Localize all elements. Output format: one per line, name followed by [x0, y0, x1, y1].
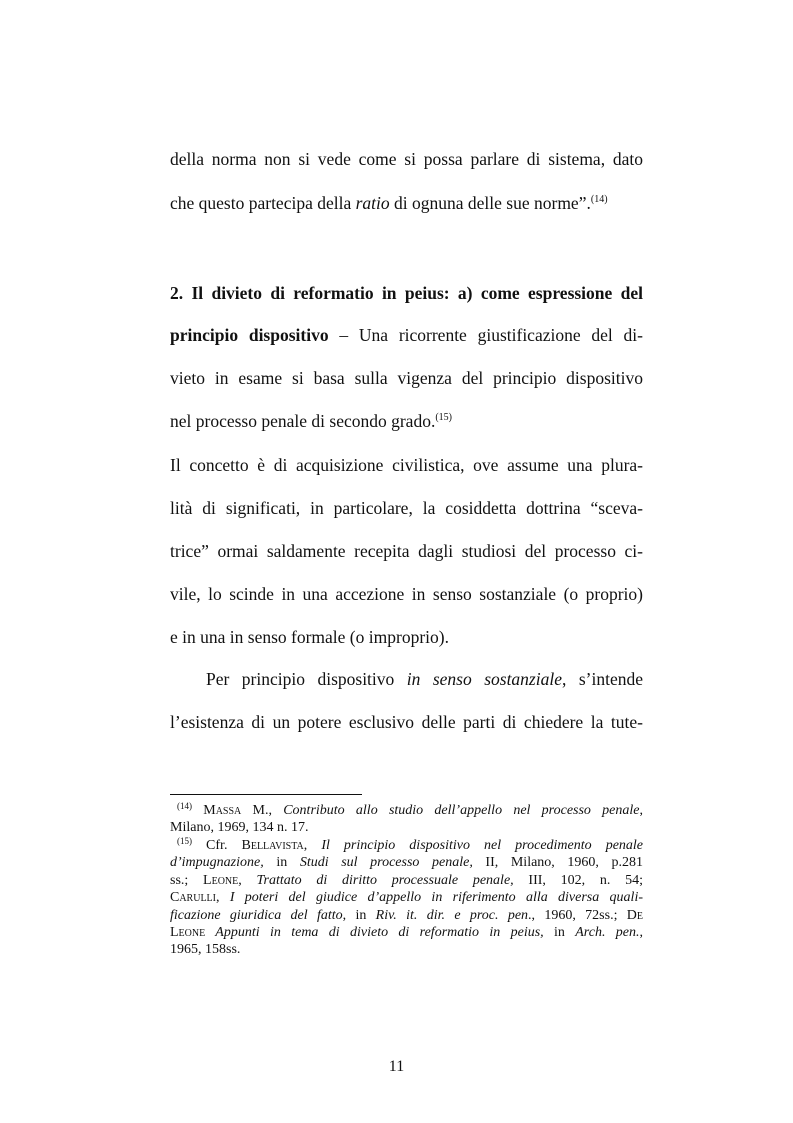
text: e in una in senso formale (o improprio).: [170, 627, 449, 647]
footnote-15-line-3: [170, 872, 643, 889]
author-name: Carulli: [170, 890, 216, 905]
text: M.,: [241, 803, 284, 818]
text: ,: [639, 803, 643, 818]
body-line-6: [170, 410, 643, 432]
italic-text: Appunti in tema di divieto di reformatio in peius,: [205, 925, 544, 940]
text: 1965, 158ss.: [170, 942, 241, 957]
footnote-15-line-5: [170, 907, 643, 924]
italic-text: Trattato di diritto processuale penale,: [256, 873, 514, 888]
italic-text: ratio: [355, 193, 390, 213]
text: di ognuna delle sue norme”.: [389, 193, 591, 213]
body-line-5: [170, 367, 643, 389]
italic-text: I poteri del giudice d’appello in riferimento alla diversa quali-: [229, 890, 643, 905]
text: ,: [238, 873, 257, 888]
italic-text: Studi sul processo penale,: [299, 855, 473, 870]
italic-text: d’impugnazione,: [170, 855, 264, 870]
footnote-ref-14[interactable]: (14): [590, 194, 608, 205]
footnote-marker: (14): [177, 801, 192, 811]
section-heading-line-1: [170, 282, 643, 304]
page-number: 11: [388, 1058, 405, 1075]
text: , in: [342, 908, 376, 923]
text: della norma non si vede come si possa parlare di sistema, dato: [170, 149, 643, 169]
body-line-11: [170, 626, 643, 648]
text: nel processo penale di secondo grado.: [170, 411, 436, 431]
text: ., 1960, 72ss.;: [528, 908, 627, 923]
author-name: Bellavista: [241, 838, 304, 853]
footnote-marker: (15): [177, 836, 192, 846]
heading-text: principio dispositivo: [170, 325, 329, 345]
footnote-14-line-1: [170, 802, 643, 819]
body-line-10: [170, 583, 643, 605]
footnote-15-line-4: [170, 889, 643, 906]
text: trice” ormai saldamente recepita dagli studiosi del processo ci-: [170, 541, 643, 561]
author-name: De: [626, 908, 643, 923]
text: in: [263, 855, 300, 870]
text: ,: [303, 838, 322, 853]
italic-text: Riv. it. dir. e proc. pen: [375, 908, 529, 923]
text: Per principio dispositivo: [206, 669, 407, 689]
body-line-2: [170, 192, 643, 214]
text: Milano, 1969, 134 n. 17.: [170, 820, 309, 835]
text: ss.;: [170, 873, 204, 888]
body-line-1: [170, 148, 643, 170]
text: – Una ricorrente giustificazione del di-: [328, 325, 643, 345]
text: Il concetto è di acquisizione civilistica, ove assume una plura-: [170, 455, 643, 475]
text: ,: [216, 890, 230, 905]
italic-text: Contributo allo studio dell’appello nel processo penale: [283, 803, 640, 818]
footnote-separator: [170, 794, 362, 795]
body-line-8: [170, 497, 643, 519]
italic-text: Il principio dispositivo nel procedimento penale: [321, 838, 644, 853]
text: Cfr.: [192, 838, 242, 853]
heading-text: 2. Il divieto di reformatio in peius: a) come espressione del: [170, 283, 643, 303]
text: vieto in esame si basa sulla vigenza del principio dispositivo: [170, 368, 643, 388]
footnote-15-line-6: [170, 924, 643, 941]
italic-text: in senso sostanziale: [406, 669, 562, 689]
text: ,: [639, 925, 643, 940]
author-name: Massa: [203, 803, 242, 818]
body-line-13: [170, 711, 643, 733]
body-line-12: [206, 668, 643, 690]
body-line-9: [170, 540, 643, 562]
text: II, Milano, 1960, p.281: [472, 855, 644, 870]
section-heading-line-2: [170, 324, 643, 346]
footnote-14-line-2: [170, 819, 643, 836]
text: l’esistenza di un potere esclusivo delle parti di chiedere la tute-: [170, 712, 643, 732]
italic-text: Arch. pen.: [575, 925, 640, 940]
italic-text: ficazione giuridica del fatto: [170, 908, 343, 923]
author-name: Leone: [203, 873, 239, 888]
footnote-15-line-2: [170, 854, 643, 871]
text: vile, lo scinde in una accezione in senso sostanziale (o proprio): [170, 584, 643, 604]
footnote-ref-15[interactable]: (15): [435, 412, 453, 423]
text: che questo partecipa della: [170, 193, 356, 213]
text: in: [543, 925, 576, 940]
text: III, 102, n. 54;: [513, 873, 644, 888]
footnote-15-line-1: [170, 837, 643, 854]
body-line-7: [170, 454, 643, 476]
text: lità di significati, in particolare, la cosiddetta dottrina “sceva-: [170, 498, 643, 518]
author-name: Leone: [170, 925, 206, 940]
footnote-15-line-7: [170, 941, 643, 958]
text: , s’intende: [561, 669, 643, 689]
